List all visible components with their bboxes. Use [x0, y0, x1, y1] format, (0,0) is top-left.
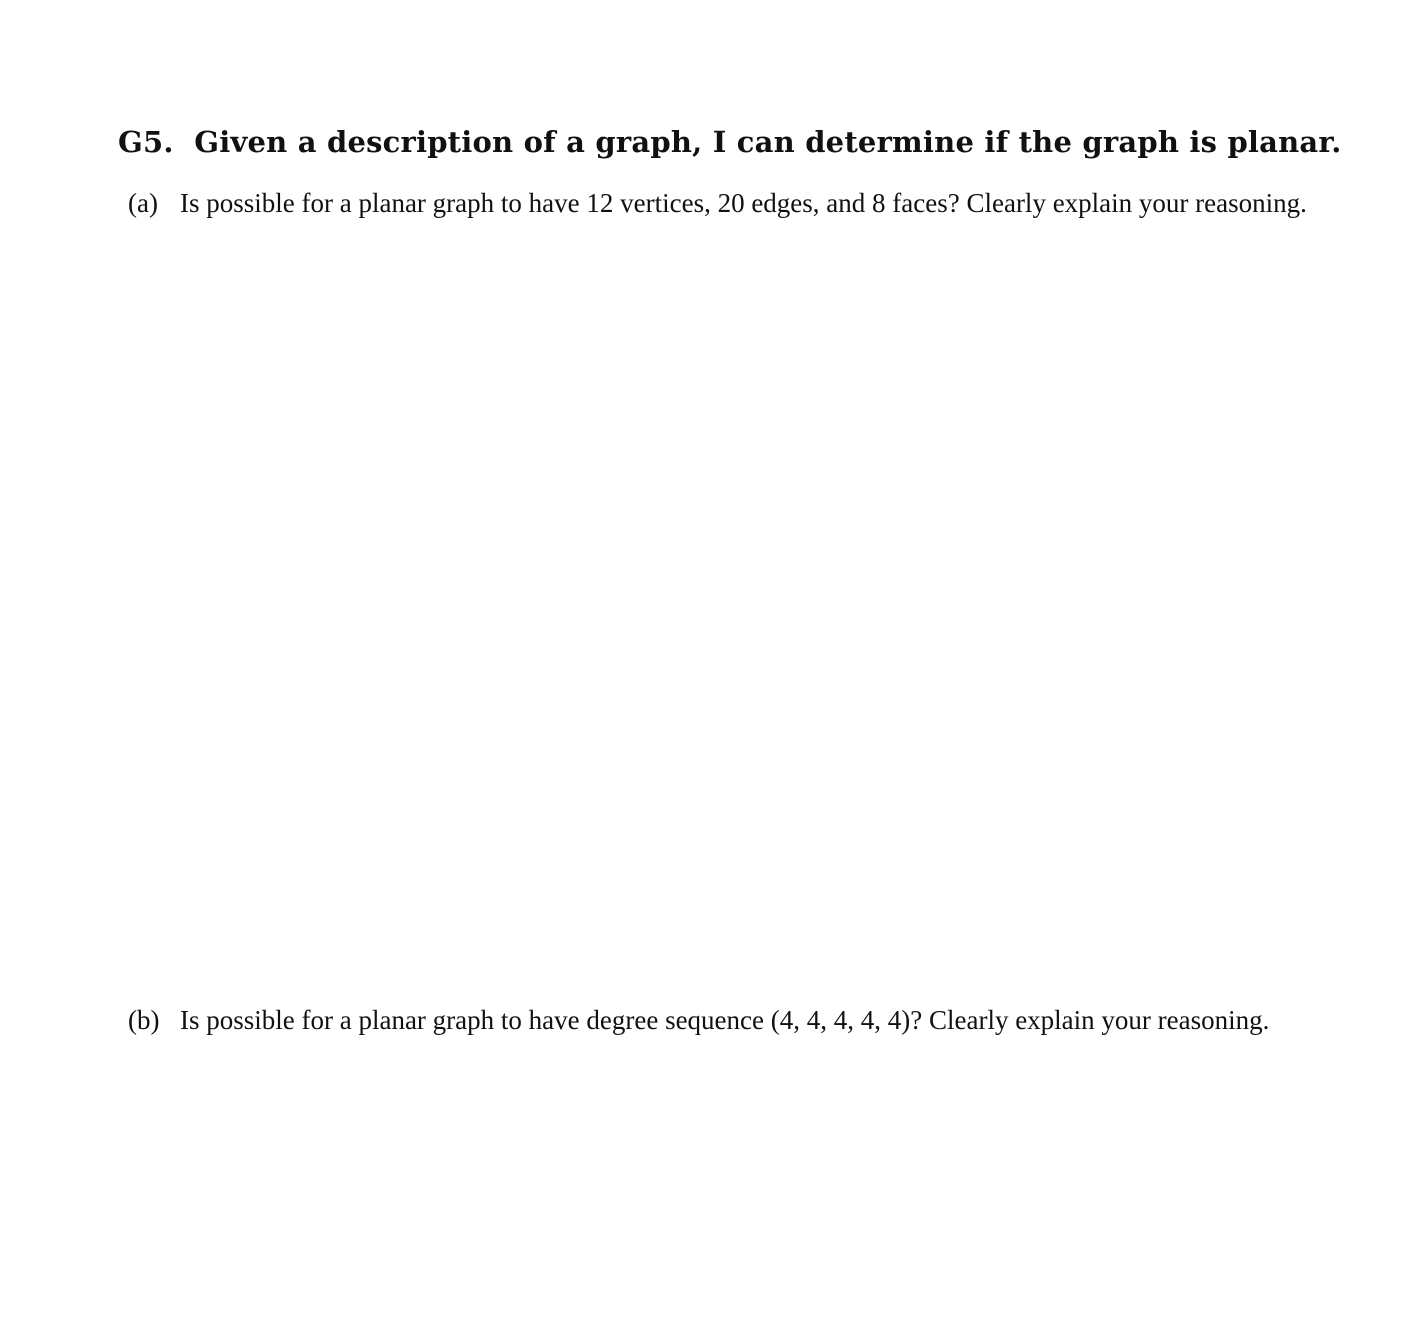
question-a [128, 185, 1364, 221]
question-b [128, 1002, 1364, 1038]
question-a-text: Is possible for a planar graph to have 12 vertices, 20 edges, and 8 faces? Clearly explain your reasoning. [180, 188, 1307, 218]
question-b-label: (b) [128, 1005, 160, 1035]
answer-space-a[interactable] [180, 262, 1360, 982]
answer-space-b[interactable] [180, 1080, 1360, 1320]
standard-heading [118, 124, 1368, 160]
question-a-label: (a) [128, 188, 158, 218]
standard-code: G5. [118, 125, 174, 159]
question-b-text: Is possible for a planar graph to have degree sequence (4, 4, 4, 4, 4)? Clearly explain your reasoning. [180, 1005, 1270, 1035]
standard-description: Given a description of a graph, I can determine if the graph is planar. [194, 125, 1342, 159]
